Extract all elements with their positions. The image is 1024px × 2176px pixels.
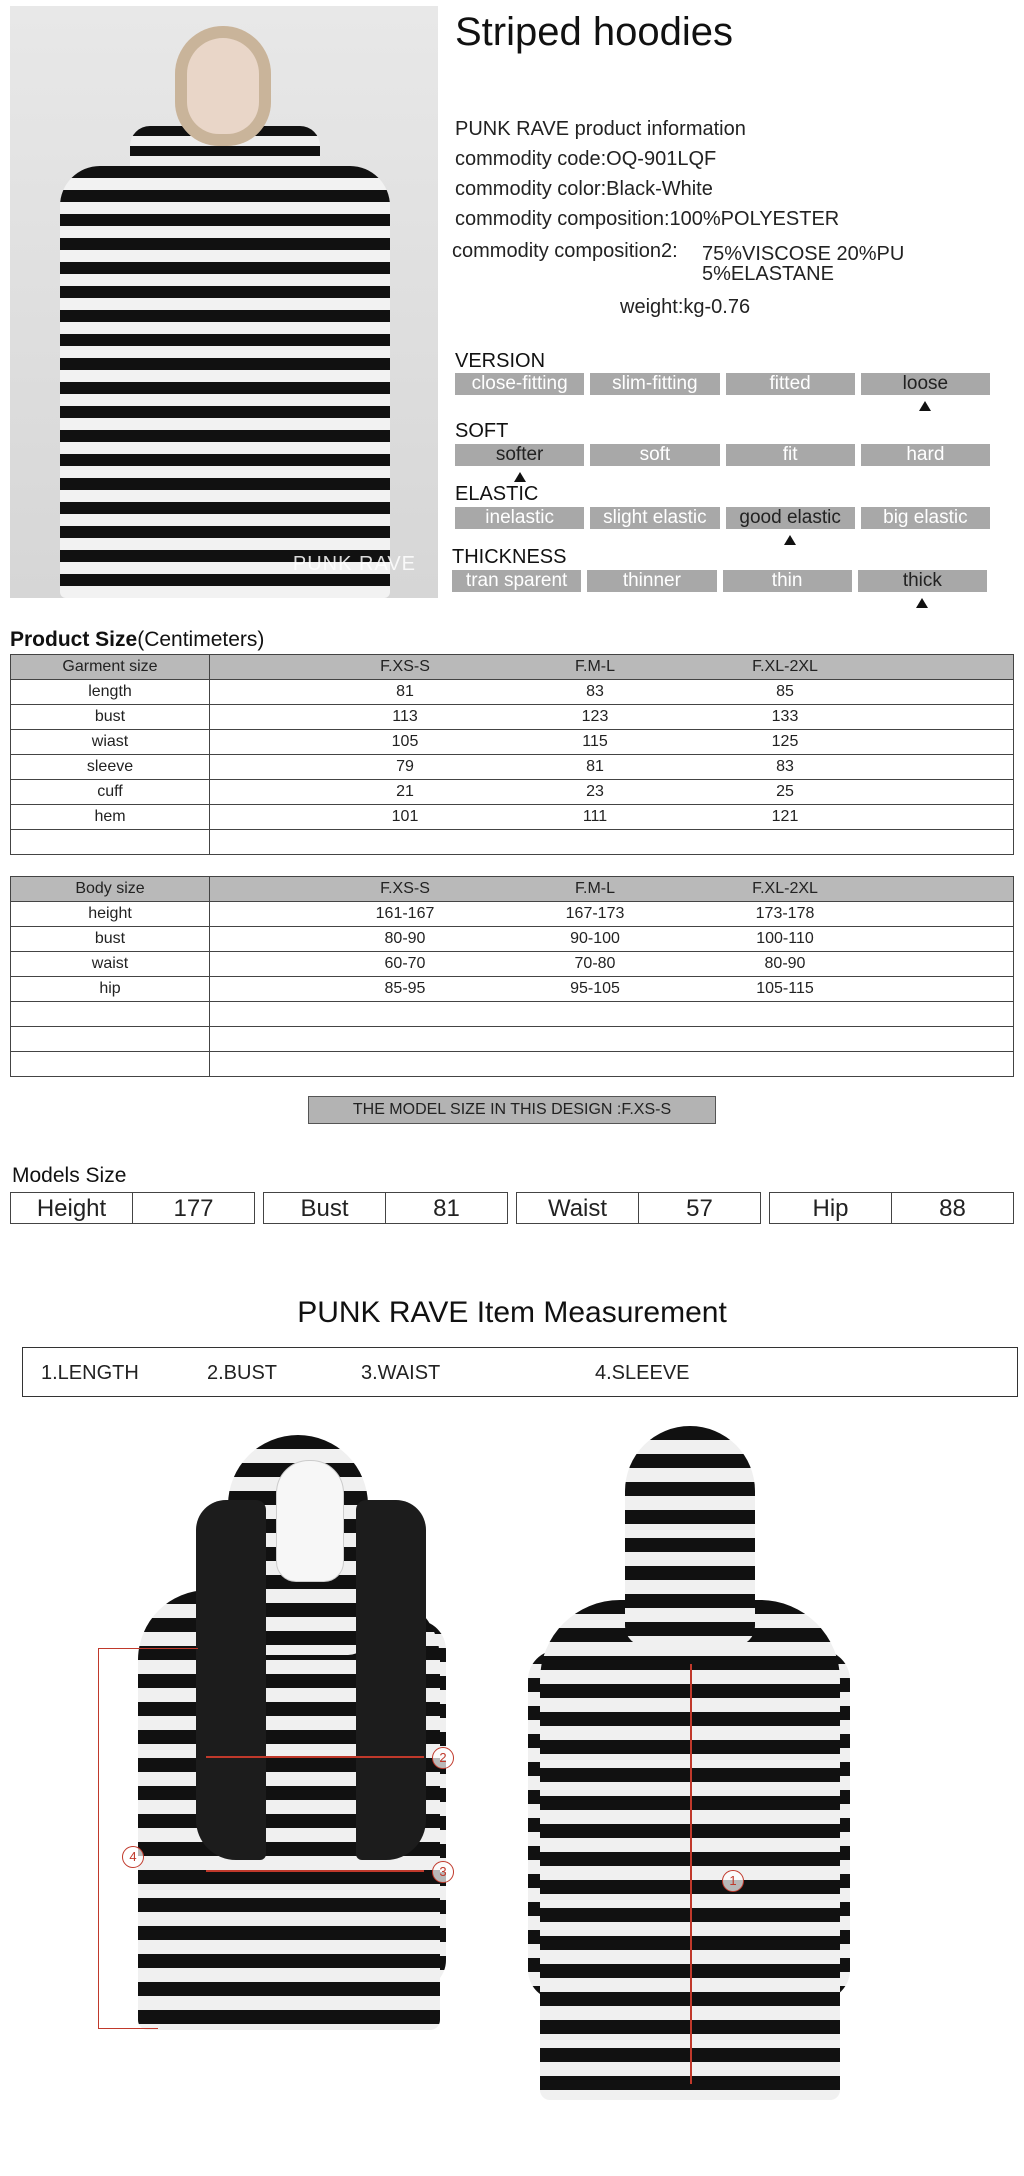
cell-value: 161-167 bbox=[375, 905, 435, 922]
row-values bbox=[210, 705, 1014, 730]
model-measure-value: 81 bbox=[433, 1195, 460, 1222]
table-header-row bbox=[11, 877, 1014, 902]
cell-value: 121 bbox=[771, 808, 799, 825]
cell-value: 95-105 bbox=[570, 980, 620, 997]
product-title: Striped hoodies bbox=[455, 10, 733, 54]
size-headers bbox=[210, 655, 1014, 680]
info-composition-value: 100%POLYESTER bbox=[669, 208, 840, 230]
version-option-selected-label: loose bbox=[902, 373, 949, 394]
thickness-option: thinner bbox=[587, 570, 716, 592]
row-values bbox=[210, 730, 1014, 755]
empty-cell bbox=[210, 830, 1014, 855]
cell-value: 81 bbox=[586, 758, 604, 775]
sleeve-measure-line-top bbox=[98, 1648, 198, 1649]
elastic-option-selected-label: good elastic bbox=[739, 507, 841, 528]
table-row bbox=[11, 730, 1014, 755]
info-composition2-value bbox=[702, 244, 904, 284]
product-size-title-text: Product Size bbox=[10, 628, 138, 651]
front-vest-left-panel bbox=[196, 1500, 266, 1860]
cell-value: 111 bbox=[582, 808, 608, 825]
measure-marker-waist: 3 bbox=[432, 1861, 454, 1883]
row-values bbox=[210, 780, 1014, 805]
table-row bbox=[11, 927, 1014, 952]
size-header: F.XL-2XL bbox=[752, 880, 818, 897]
cell-value: 60-70 bbox=[384, 955, 426, 972]
row-values bbox=[210, 805, 1014, 830]
table-row bbox=[11, 977, 1014, 1002]
empty-cell bbox=[11, 1027, 210, 1052]
selected-marker-icon bbox=[916, 598, 928, 608]
row-values bbox=[210, 952, 1014, 977]
elastic-option: inelastic bbox=[455, 507, 584, 529]
cell-value: 80-90 bbox=[384, 930, 426, 947]
model-measure-label: Bust bbox=[264, 1193, 386, 1223]
row-values bbox=[210, 977, 1014, 1002]
cell-value: 83 bbox=[776, 758, 794, 775]
info-code-value: OQ-901LQF bbox=[606, 148, 717, 170]
sleeve-measure-line bbox=[98, 1648, 99, 2028]
soft-option-selected bbox=[455, 444, 584, 466]
soft-option: hard bbox=[861, 444, 990, 466]
row-label: cuff bbox=[11, 780, 210, 805]
version-option-selected bbox=[861, 373, 990, 395]
table-row-empty bbox=[11, 1027, 1014, 1052]
row-label: length bbox=[11, 680, 210, 705]
soft-option: fit bbox=[726, 444, 855, 466]
photo-model-head bbox=[175, 26, 271, 146]
model-measure-label: Height bbox=[11, 1193, 133, 1223]
cell-value: 123 bbox=[581, 708, 609, 725]
length-measure-line bbox=[690, 1664, 692, 2084]
cell-value: 173-178 bbox=[755, 905, 815, 922]
version-option: slim-fitting bbox=[590, 373, 719, 395]
cell-value: 25 bbox=[776, 783, 794, 800]
model-measure-bust bbox=[263, 1192, 508, 1224]
measurement-legend bbox=[22, 1347, 1018, 1397]
table-row-empty bbox=[11, 830, 1014, 855]
row-label: wiast bbox=[11, 730, 210, 755]
size-header: F.M-L bbox=[575, 880, 615, 897]
info-brand: PUNK RAVE product information bbox=[455, 118, 746, 140]
product-size-unit: (Centimeters) bbox=[137, 628, 265, 651]
soft-scale bbox=[455, 444, 990, 466]
back-garment-hood bbox=[625, 1426, 755, 1646]
table-row bbox=[11, 780, 1014, 805]
thickness-option-selected-label: thick bbox=[902, 570, 942, 591]
cell-value: 105 bbox=[391, 733, 419, 750]
thickness-option-selected bbox=[858, 570, 987, 592]
cell-value: 85 bbox=[776, 683, 794, 700]
row-label: bust bbox=[11, 705, 210, 730]
product-size-title bbox=[10, 628, 264, 652]
cell-value: 101 bbox=[391, 808, 419, 825]
cell-value: 70-80 bbox=[574, 955, 616, 972]
measurement-item: 3.WAIST bbox=[361, 1362, 441, 1384]
version-scale bbox=[455, 373, 990, 395]
garment-size-header: Garment size bbox=[11, 655, 210, 680]
cell-value: 81 bbox=[396, 683, 414, 700]
table-row bbox=[11, 680, 1014, 705]
sleeve-measure-line-bottom bbox=[98, 2028, 158, 2029]
info-composition2-label: commodity composition2: bbox=[452, 240, 678, 262]
size-header: F.XL-2XL bbox=[752, 658, 818, 675]
cell-value: 100-110 bbox=[756, 930, 814, 947]
cell-value: 21 bbox=[396, 783, 414, 800]
model-measure-waist bbox=[516, 1192, 761, 1224]
elastic-scale bbox=[455, 507, 990, 529]
info-code bbox=[455, 148, 716, 171]
product-photo bbox=[10, 6, 438, 598]
info-color bbox=[455, 178, 713, 201]
thickness-option: tran sparent bbox=[452, 570, 581, 592]
info-color-label: commodity color: bbox=[455, 178, 607, 200]
cell-value: 133 bbox=[771, 708, 799, 725]
table-row-empty bbox=[11, 1052, 1014, 1077]
measurement-item: 1.LENGTH bbox=[41, 1362, 139, 1384]
cell-value: 113 bbox=[392, 708, 418, 725]
version-option: close-fitting bbox=[455, 373, 584, 395]
elastic-option: slight elastic bbox=[590, 507, 719, 529]
empty-cell bbox=[210, 1052, 1014, 1077]
cell-value: 85-95 bbox=[384, 980, 426, 997]
empty-cell bbox=[210, 1002, 1014, 1027]
table-header-row bbox=[11, 655, 1014, 680]
size-header: F.XS-S bbox=[380, 658, 430, 675]
soft-option-selected-label: softer bbox=[495, 444, 544, 465]
selected-marker-icon bbox=[784, 535, 796, 545]
row-values bbox=[210, 680, 1014, 705]
version-option: fitted bbox=[726, 373, 855, 395]
measure-marker-length: 1 bbox=[722, 1870, 744, 1892]
cell-value: 125 bbox=[771, 733, 799, 750]
info-composition2-line1: 75%VISCOSE 20%PU bbox=[702, 243, 905, 265]
selected-marker-icon bbox=[514, 472, 526, 482]
cell-value: 115 bbox=[582, 733, 608, 750]
measurement-item: 4.SLEEVE bbox=[595, 1362, 690, 1384]
size-header: F.XS-S bbox=[380, 880, 430, 897]
empty-cell bbox=[11, 1052, 210, 1077]
table-row bbox=[11, 705, 1014, 730]
front-vest-right-panel bbox=[356, 1500, 426, 1860]
table-row-empty bbox=[11, 1002, 1014, 1027]
info-weight-label: weight: bbox=[620, 296, 684, 318]
info-composition-label: commodity composition: bbox=[455, 208, 670, 230]
measure-marker-sleeve: 4 bbox=[122, 1846, 144, 1868]
elastic-option: big elastic bbox=[861, 507, 990, 529]
model-size-design-banner: THE MODEL SIZE IN THIS DESIGN :F.XS-S bbox=[308, 1096, 716, 1124]
size-headers bbox=[210, 877, 1014, 902]
body-size-header: Body size bbox=[11, 877, 210, 902]
empty-cell bbox=[11, 830, 210, 855]
cell-value: 80-90 bbox=[764, 955, 806, 972]
empty-cell bbox=[11, 1002, 210, 1027]
thickness-scale bbox=[452, 570, 987, 592]
model-measure-value: 88 bbox=[939, 1195, 966, 1222]
photo-watermark: PUNK RAVE bbox=[292, 553, 416, 575]
row-label: hip bbox=[11, 977, 210, 1002]
cell-value: 105-115 bbox=[756, 980, 814, 997]
model-measure-label: Waist bbox=[517, 1193, 639, 1223]
row-label: waist bbox=[11, 952, 210, 977]
elastic-label: ELASTIC bbox=[455, 483, 539, 505]
model-measure-height bbox=[10, 1192, 255, 1224]
soft-option: soft bbox=[590, 444, 719, 466]
table-row bbox=[11, 755, 1014, 780]
body-size-table bbox=[10, 876, 1014, 1077]
size-header: F.M-L bbox=[575, 658, 615, 675]
cell-value: 79 bbox=[396, 758, 414, 775]
measure-marker-bust: 2 bbox=[432, 1747, 454, 1769]
info-weight-value: kg-0.76 bbox=[683, 296, 751, 318]
model-measure-value: 57 bbox=[686, 1195, 713, 1222]
row-values bbox=[210, 927, 1014, 952]
photo-sweater bbox=[60, 166, 390, 598]
info-weight bbox=[620, 296, 750, 319]
model-measure-hip bbox=[769, 1192, 1014, 1224]
row-label: hem bbox=[11, 805, 210, 830]
thickness-option: thin bbox=[723, 570, 852, 592]
row-label: height bbox=[11, 902, 210, 927]
selected-marker-icon bbox=[919, 401, 931, 411]
row-values bbox=[210, 902, 1014, 927]
elastic-option-selected bbox=[726, 507, 855, 529]
bust-measure-line bbox=[206, 1756, 424, 1758]
models-size-title: Models Size bbox=[12, 1164, 127, 1187]
model-measure-label: Hip bbox=[770, 1193, 892, 1223]
model-measure-value: 177 bbox=[173, 1195, 214, 1222]
version-label: VERSION bbox=[455, 350, 546, 372]
info-composition2-line2: 5%ELASTANE bbox=[702, 263, 834, 285]
cell-value: 90-100 bbox=[570, 930, 620, 947]
row-values bbox=[210, 755, 1014, 780]
table-row bbox=[11, 805, 1014, 830]
table-row bbox=[11, 902, 1014, 927]
table-row bbox=[11, 952, 1014, 977]
measurement-title: PUNK RAVE Item Measurement bbox=[297, 1296, 727, 1329]
empty-cell bbox=[210, 1027, 1014, 1052]
garment-size-table bbox=[10, 654, 1014, 855]
models-size-row bbox=[10, 1192, 1014, 1224]
thickness-label: THICKNESS bbox=[452, 546, 567, 568]
info-composition bbox=[455, 208, 839, 231]
cell-value: 167-173 bbox=[565, 905, 625, 922]
soft-label: SOFT bbox=[455, 420, 509, 442]
row-label: bust bbox=[11, 927, 210, 952]
measurement-item: 2.BUST bbox=[207, 1362, 278, 1384]
info-color-value: Black-White bbox=[606, 178, 713, 200]
info-code-label: commodity code: bbox=[455, 148, 607, 170]
mannequin-head bbox=[276, 1460, 344, 1582]
cell-value: 23 bbox=[586, 783, 604, 800]
row-label: sleeve bbox=[11, 755, 210, 780]
waist-measure-line bbox=[206, 1870, 424, 1872]
cell-value: 83 bbox=[586, 683, 604, 700]
